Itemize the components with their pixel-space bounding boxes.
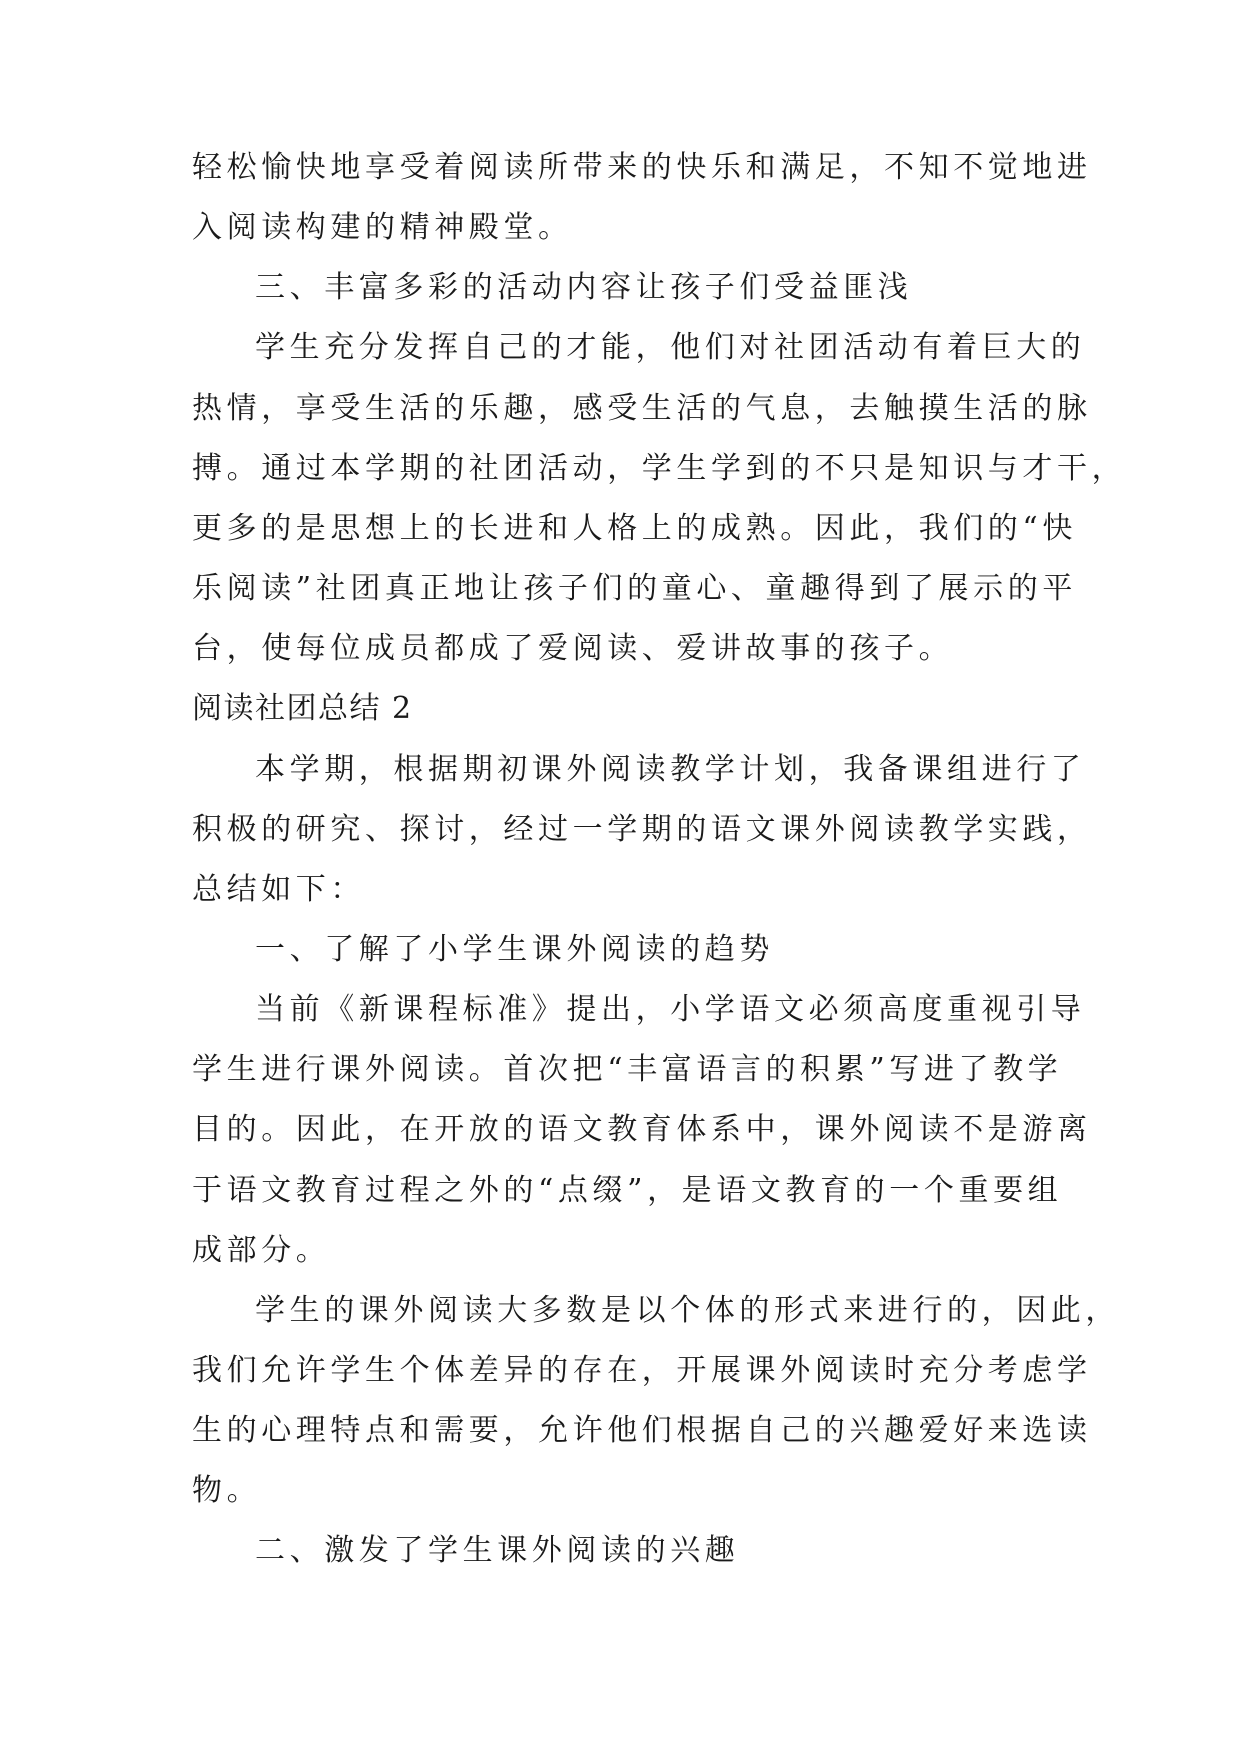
paragraph-line: 轻松愉快地享受着阅读所带来的快乐和满足，不知不觉地进 bbox=[192, 150, 1092, 185]
paragraph-line: 入阅读构建的精神殿堂。 bbox=[192, 210, 573, 245]
paragraph-line: 乐阅读”社团真正地让孩子们的童心、童趣得到了展示的平 bbox=[192, 571, 1077, 606]
paragraph-line: 本学期，根据期初课外阅读教学计划，我备课组进行了 bbox=[255, 752, 1086, 787]
paragraph-line: 台，使每位成员都成了爱阅读、爱讲故事的孩子。 bbox=[192, 631, 954, 666]
paragraph-line: 搏。通过本学期的社团活动，学生学到的不只是知识与才干， bbox=[192, 451, 1127, 486]
paragraph-line: 更多的是思想上的长进和人格上的成熟。因此，我们的“快 bbox=[192, 511, 1077, 546]
paragraph-line: 学生的课外阅读大多数是以个体的形式来进行的，因此， bbox=[255, 1293, 1120, 1328]
section-heading: 三、丰富多彩的活动内容让孩子们受益匪浅 bbox=[255, 270, 913, 305]
paragraph-line: 学生进行课外阅读。首次把“丰富语言的积累”写进了教学 bbox=[192, 1052, 1063, 1087]
paragraph-line: 于语文教育过程之外的“点缀”，是语文教育的一个重要组 bbox=[192, 1173, 1063, 1208]
section-heading: 一、了解了小学生课外阅读的趋势 bbox=[255, 932, 774, 967]
paragraph-line: 成部分。 bbox=[192, 1233, 331, 1268]
paragraph-line: 积极的研究、探讨，经过一学期的语文课外阅读教学实践， bbox=[192, 812, 1092, 847]
paragraph-line: 我们允许学生个体差异的存在，开展课外阅读时充分考虑学 bbox=[192, 1353, 1092, 1388]
paragraph-line: 生的心理特点和需要，允许他们根据自己的兴趣爱好来选读 bbox=[192, 1413, 1092, 1448]
paragraph-line: 物。 bbox=[192, 1473, 262, 1508]
section-heading: 二、激发了学生课外阅读的兴趣 bbox=[255, 1533, 740, 1568]
paragraph-line: 当前《新课程标准》提出，小学语文必须高度重视引导 bbox=[255, 992, 1086, 1027]
paragraph-line: 目的。因此，在开放的语文教育体系中，课外阅读不是游离 bbox=[192, 1112, 1092, 1147]
paragraph-line: 热情，享受生活的乐趣，感受生活的气息，去触摸生活的脉 bbox=[192, 391, 1092, 426]
document-title: 阅读社团总结 2 bbox=[192, 691, 413, 726]
paragraph-line: 学生充分发挥自己的才能，他们对社团活动有着巨大的 bbox=[255, 330, 1086, 365]
paragraph-line: 总结如下： bbox=[192, 872, 365, 907]
